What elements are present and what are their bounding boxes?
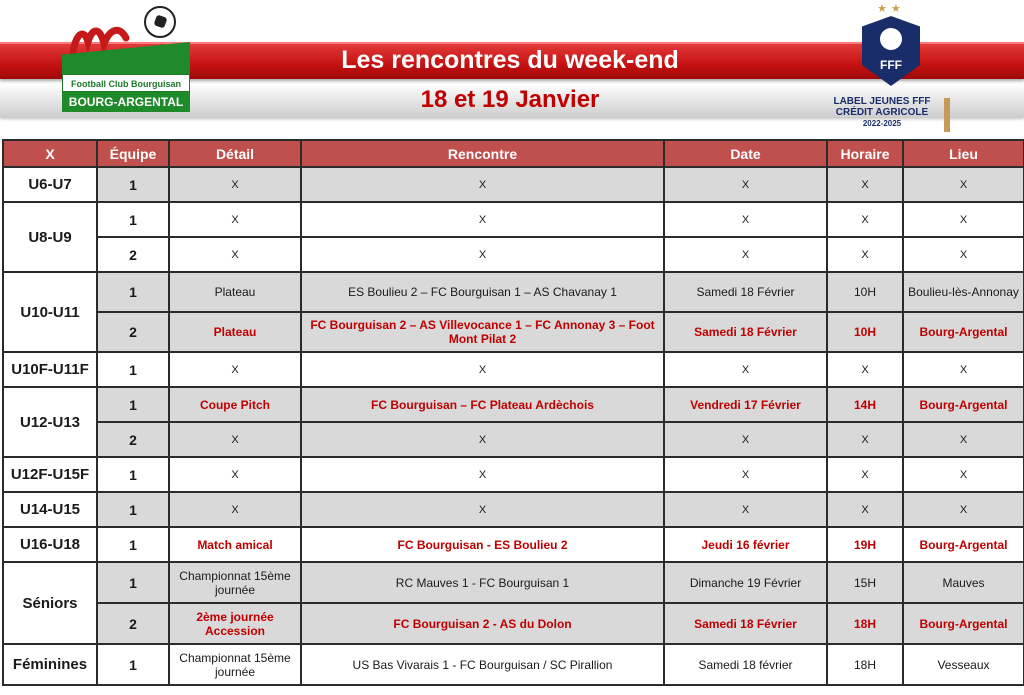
table-row xyxy=(3,527,1024,562)
table-row xyxy=(3,562,1024,603)
time-cell: X xyxy=(827,202,903,237)
label-bar xyxy=(944,98,950,132)
detail-cell: 2ème journée Accession xyxy=(169,603,301,644)
header-team: Équipe xyxy=(97,140,169,167)
match-cell: X xyxy=(301,422,664,457)
team-cell: 1 xyxy=(97,644,169,685)
date-cell: Jeudi 16 février xyxy=(664,527,827,562)
place-cell: X xyxy=(903,237,1024,272)
detail-cell: Championnat 15ème journée xyxy=(169,644,301,685)
place-cell: X xyxy=(903,202,1024,237)
football-icon xyxy=(144,6,176,38)
schedule-table xyxy=(2,139,1024,686)
table-row xyxy=(3,422,1024,457)
team-cell: 1 xyxy=(97,527,169,562)
club-name-bottom: BOURG-ARGENTAL xyxy=(62,92,190,112)
team-cell: 2 xyxy=(97,603,169,644)
place-cell: X xyxy=(903,167,1024,202)
team-cell: 1 xyxy=(97,352,169,387)
header-time: Horaire xyxy=(827,140,903,167)
time-cell: 18H xyxy=(827,603,903,644)
page-title: Les rencontres du week-end xyxy=(341,46,679,74)
time-cell: X xyxy=(827,237,903,272)
table-row xyxy=(3,167,1024,202)
team-cell: 1 xyxy=(97,272,169,312)
table-header-row xyxy=(3,140,1024,167)
detail-cell: Match amical xyxy=(169,527,301,562)
date-cell: X xyxy=(664,202,827,237)
detail-cell: X xyxy=(169,237,301,272)
match-cell: FC Bourguisan – FC Plateau Ardèchois xyxy=(301,387,664,422)
header-date: Date xyxy=(664,140,827,167)
date-cell: Samedi 18 Février xyxy=(664,603,827,644)
fff-text: FFF xyxy=(880,58,902,72)
category-cell: Séniors xyxy=(3,562,97,644)
match-cell: X xyxy=(301,492,664,527)
detail-cell: Championnat 15ème journée xyxy=(169,562,301,603)
match-cell: FC Bourguisan 2 – AS Villevocance 1 – FC Annonay 3 – Foot Mont Pilat 2 xyxy=(301,312,664,352)
match-cell: X xyxy=(301,352,664,387)
fff-logo xyxy=(858,2,924,88)
category-cell: U8-U9 xyxy=(3,202,97,272)
detail-cell: X xyxy=(169,492,301,527)
match-cell: RC Mauves 1 - FC Bourguisan 1 xyxy=(301,562,664,603)
table-row xyxy=(3,312,1024,352)
date-cell: Dimanche 19 Février xyxy=(664,562,827,603)
time-cell: 10H xyxy=(827,312,903,352)
table-row xyxy=(3,492,1024,527)
place-cell: Mauves xyxy=(903,562,1024,603)
time-cell: 18H xyxy=(827,644,903,685)
table-row xyxy=(3,272,1024,312)
date-cell: Samedi 18 Février xyxy=(664,312,827,352)
table-row xyxy=(3,237,1024,272)
detail-cell: Coupe Pitch xyxy=(169,387,301,422)
club-logo xyxy=(58,4,198,122)
table-row xyxy=(3,352,1024,387)
team-cell: 1 xyxy=(97,387,169,422)
place-cell: Bourg-Argental xyxy=(903,312,1024,352)
club-name-top: Football Club Bourguisan xyxy=(62,74,190,92)
category-cell: U12F-U15F xyxy=(3,457,97,492)
match-cell: FC Bourguisan 2 - AS du Dolon xyxy=(301,603,664,644)
label-line2: CRÉDIT AGRICOLE xyxy=(835,107,929,118)
team-cell: 1 xyxy=(97,167,169,202)
detail-cell: Plateau xyxy=(169,312,301,352)
time-cell: X xyxy=(827,492,903,527)
table-row xyxy=(3,603,1024,644)
date-cell: Samedi 18 février xyxy=(664,644,827,685)
category-cell: U14-U15 xyxy=(3,492,97,527)
date-cell: X xyxy=(664,237,827,272)
time-cell: X xyxy=(827,167,903,202)
match-cell: ES Boulieu 2 – FC Bourguisan 1 – AS Chavanay 1 xyxy=(301,272,664,312)
date-cell: Vendredi 17 Février xyxy=(664,387,827,422)
team-cell: 1 xyxy=(97,562,169,603)
label-line3: 2022-2025 xyxy=(862,119,902,128)
date-cell: X xyxy=(664,352,827,387)
place-cell: X xyxy=(903,457,1024,492)
date-cell: X xyxy=(664,167,827,202)
time-cell: 14H xyxy=(827,387,903,422)
place-cell: X xyxy=(903,352,1024,387)
label-jeunes xyxy=(822,96,942,129)
table-row xyxy=(3,457,1024,492)
shield-icon xyxy=(862,16,920,86)
category-cell: U10-U11 xyxy=(3,272,97,352)
team-cell: 1 xyxy=(97,202,169,237)
place-cell: Bourg-Argental xyxy=(903,387,1024,422)
category-cell: U12-U13 xyxy=(3,387,97,457)
detail-cell: Plateau xyxy=(169,272,301,312)
category-cell: U6-U7 xyxy=(3,167,97,202)
category-cell: Féminines xyxy=(3,644,97,685)
place-cell: Bourg-Argental xyxy=(903,527,1024,562)
place-cell: X xyxy=(903,492,1024,527)
match-cell: US Bas Vivarais 1 - FC Bourguisan / SC Pirallion xyxy=(301,644,664,685)
stars-icon: ★★ xyxy=(877,3,905,15)
date-cell: X xyxy=(664,492,827,527)
match-cell: X xyxy=(301,167,664,202)
table-row xyxy=(3,387,1024,422)
time-cell: 15H xyxy=(827,562,903,603)
date-cell: Samedi 18 Février xyxy=(664,272,827,312)
match-cell: X xyxy=(301,457,664,492)
time-cell: 19H xyxy=(827,527,903,562)
header-category: X xyxy=(3,140,97,167)
category-cell: U10F-U11F xyxy=(3,352,97,387)
place-cell: Bourg-Argental xyxy=(903,603,1024,644)
time-cell: X xyxy=(827,352,903,387)
detail-cell: X xyxy=(169,422,301,457)
team-cell: 2 xyxy=(97,312,169,352)
header-place: Lieu xyxy=(903,140,1024,167)
detail-cell: X xyxy=(169,457,301,492)
table-row xyxy=(3,644,1024,685)
time-cell: X xyxy=(827,422,903,457)
label-line1: LABEL JEUNES FFF xyxy=(833,96,931,107)
rooster-icon xyxy=(880,28,902,50)
team-cell: 1 xyxy=(97,457,169,492)
team-cell: 1 xyxy=(97,492,169,527)
detail-cell: X xyxy=(169,202,301,237)
team-cell: 2 xyxy=(97,237,169,272)
detail-cell: X xyxy=(169,167,301,202)
page-subtitle: 18 et 19 Janvier xyxy=(420,86,600,113)
place-cell: X xyxy=(903,422,1024,457)
time-cell: 10H xyxy=(827,272,903,312)
table-row xyxy=(3,202,1024,237)
match-cell: X xyxy=(301,202,664,237)
detail-cell: X xyxy=(169,352,301,387)
date-cell: X xyxy=(664,457,827,492)
match-cell: X xyxy=(301,237,664,272)
header-detail: Détail xyxy=(169,140,301,167)
date-cell: X xyxy=(664,422,827,457)
category-cell: U16-U18 xyxy=(3,527,97,562)
team-cell: 2 xyxy=(97,422,169,457)
place-cell: Vesseaux xyxy=(903,644,1024,685)
header-match: Rencontre xyxy=(301,140,664,167)
time-cell: X xyxy=(827,457,903,492)
match-cell: FC Bourguisan - ES Boulieu 2 xyxy=(301,527,664,562)
place-cell: Boulieu-lès-Annonay xyxy=(903,272,1024,312)
